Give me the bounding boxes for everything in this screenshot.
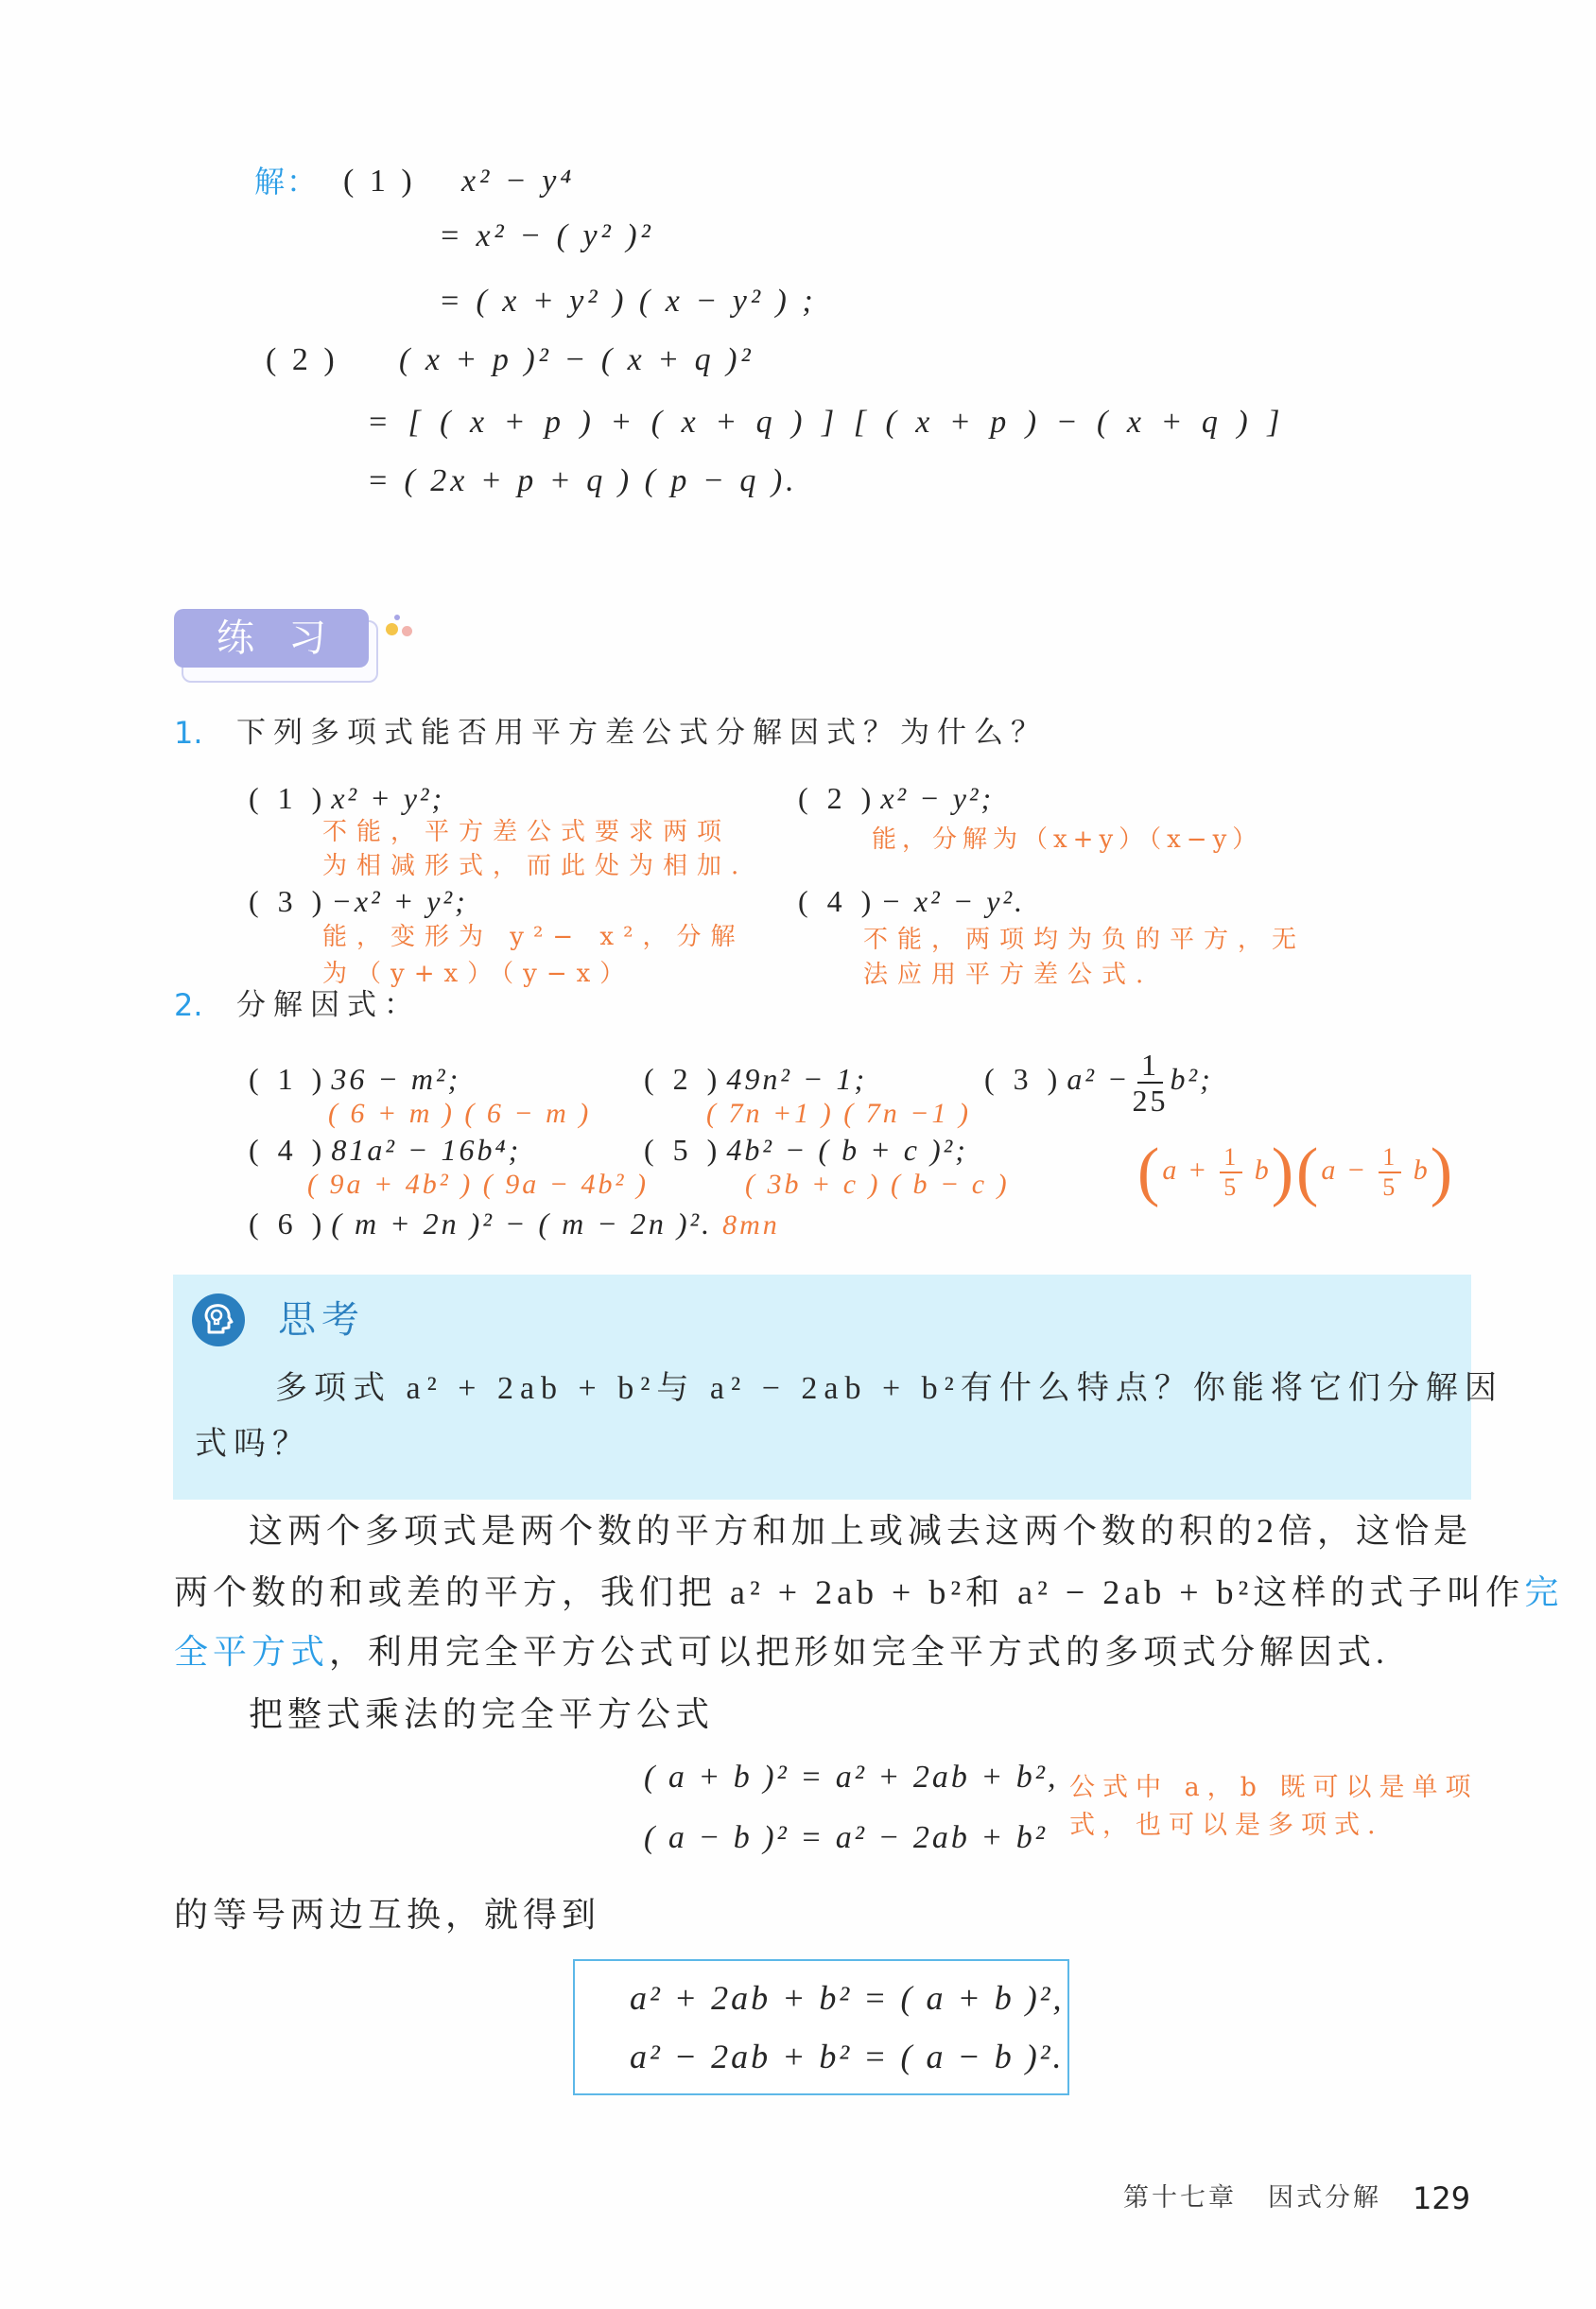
answer-var: b [1413,1154,1431,1186]
item-label: ( 3 ) [249,884,328,918]
formula-square-of-difference: ( a − b )² = a² − 2ab + b² [644,1820,1048,1855]
item-label: ( 2 ) [798,781,877,815]
head-lightbulb-icon [192,1293,245,1346]
q2-item-1-answer: ( 6 + m ) ( 6 − m ) [328,1098,592,1129]
paren: ( [1137,1136,1163,1209]
paren: ( [1296,1136,1322,1209]
q2-item-1 [249,1060,460,1098]
q1-item-2 [798,779,994,817]
think-title: 思考 [278,1298,365,1342]
term-highlight: 全平方式 [174,1633,330,1671]
item-expression-post: b²; [1170,1062,1213,1096]
question-2-number: 2. [174,987,203,1023]
item-expression: 81a² − 16b⁴; [331,1133,522,1167]
paren: ) [1271,1136,1297,1209]
fraction-numerator: 1 [1379,1145,1401,1173]
item-label: ( 3 ) [984,1062,1064,1096]
paragraph-line4: 把整式乘法的完全平方公式 [249,1695,715,1733]
q2-item-5 [644,1131,968,1169]
fraction-numerator: 1 [1137,1050,1163,1084]
solution-part2-number: ( 2 ) [266,342,338,377]
question-1-text: 下列多项式能否用平方差公式分解因式？为什么？ [236,716,1048,749]
q2-item-2 [644,1060,867,1098]
q1-item-2-answer: 能，分解为（x+y）（x−y） [872,825,1263,854]
paragraph-text: ，利用完全平方公式可以把形如完全平方式的多项式分解因式. [329,1633,1390,1671]
solution-part1-number: ( 1 ) [343,164,416,199]
formula-note-line1: 公式中 a，b 既可以是单项 [1069,1773,1479,1802]
solution-part1-line3: = ( x + y² ) ( x − y² ) ; [439,284,817,319]
think-question-line1: 多项式 a² + 2ab + b²与 a² − 2ab + b²有什么特点？你能将它们分解因 [275,1371,1503,1406]
box-formula-line2: a² − 2ab + b² = ( a − b )². [630,2038,1065,2075]
item-label: ( 5 ) [644,1133,723,1167]
item-expression: − x² − y². [880,884,1026,918]
decor-dot-icon [402,626,412,636]
formula-note-line2: 式，也可以是多项式. [1069,1811,1383,1840]
q1-item-4 [798,882,1025,920]
paragraph-line5: 的等号两边互换，就得到 [174,1896,601,1934]
item-expression: −x² + y²; [331,884,468,918]
think-question-line2: 式吗？ [195,1427,311,1462]
item-expression: 36 − m²; [331,1062,461,1096]
decor-dot-icon [386,623,398,635]
fraction-denominator: 25 [1132,1083,1169,1118]
fraction [1220,1145,1242,1200]
answer-op: − [1347,1154,1367,1186]
item-expression: ( m + 2n )² − ( m − 2n )². [331,1207,713,1241]
answer-var: b [1254,1154,1272,1186]
item-label: ( 4 ) [798,884,877,918]
q2-item-3 [984,1038,1213,1120]
item-expression: 4b² − ( b + c )²; [726,1133,968,1167]
q1-item-4-answer-line2: 法应用平方差公式. [863,961,1154,989]
q1-item-1-answer-line2: 为相减形式，而此处为相加. [322,852,749,880]
answer-var: a [1162,1154,1180,1186]
item-label: ( 2 ) [644,1062,723,1096]
item-expression: x² − y²; [880,781,995,815]
page-number: 129 [1413,2180,1471,2216]
solution-part1-line2: = x² − ( y² )² [439,218,654,253]
footer-chapter-title: 因式分解 [1268,2183,1381,2213]
item-expression-pre: a² − [1067,1062,1131,1096]
formula-square-of-sum: ( a + b )² = a² + 2ab + b², [644,1760,1059,1795]
q1-item-3-answer-line1: 能，变形为 y²− x²，分解 [322,923,745,951]
q2-item-6-answer: 8mn [722,1209,780,1241]
q1-item-3-answer-line2: 为（y+x）（y−x） [322,960,634,988]
q1-item-1-answer-line1: 不能，平方差公式要求两项 [322,818,732,846]
q1-item-1 [249,779,444,817]
solution-part2-line1: ( x + p )² − ( x + q )² [399,342,755,377]
fraction-denominator: 5 [1382,1173,1398,1202]
q1-item-4-answer-line1: 不能，两项均为负的平方，无 [863,926,1307,954]
fraction-denominator: 5 [1223,1173,1240,1202]
answer-op: + [1188,1154,1208,1186]
fraction-numerator: 1 [1220,1145,1242,1173]
paragraph-line2 [174,1571,1563,1613]
decor-dot-icon [394,615,400,620]
practice-badge: 练习 [174,609,369,668]
paragraph-line1: 这两个多项式是两个数的平方和加上或减去这两个数的积的2倍，这恰是 [249,1512,1473,1550]
paragraph-text: 两个数的和或差的平方，我们把 a² + 2ab + b²和 a² − 2ab + b²这样的式子叫作 [174,1573,1525,1611]
q2-item-6 [249,1205,780,1244]
q2-item-5-answer: ( 3b + c ) ( b − c ) [745,1169,1010,1200]
fraction [1132,1047,1169,1118]
paren: ) [1430,1136,1456,1209]
item-expression: x² + y²; [331,781,445,815]
item-expression: 49n² − 1; [726,1062,868,1096]
solution-part2-line3: = ( 2x + p + q ) ( p − q ). [367,463,798,498]
footer-chapter: 第十七章 [1123,2183,1237,2213]
fraction [1379,1145,1401,1200]
q2-item-3-answer [1137,1135,1455,1207]
term-highlight: 完 [1524,1573,1564,1611]
box-formula-line1: a² + 2ab + b² = ( a + b )², [630,1979,1065,2017]
q2-item-4 [249,1131,521,1169]
solution-part1-line1: x² − y⁴ [461,164,576,199]
solution-label: 解： [254,164,320,200]
answer-var: a [1321,1154,1339,1186]
paragraph-line3 [174,1631,1389,1673]
q2-item-4-answer: ( 9a + 4b² ) ( 9a − 4b² ) [307,1169,649,1200]
q2-item-2-answer: ( 7n +1 ) ( 7n −1 ) [706,1098,971,1129]
item-label: ( 1 ) [249,781,328,815]
q1-item-3 [249,882,468,920]
question-2-text: 分解因式： [236,988,421,1021]
item-label: ( 6 ) [249,1207,328,1241]
question-1-number: 1. [174,715,203,751]
solution-part2-line2: = [ ( x + p ) + ( x + q ) ] [ ( x + p ) − ( x + q ) ] [367,405,1286,440]
item-label: ( 1 ) [249,1062,328,1096]
item-label: ( 4 ) [249,1133,328,1167]
